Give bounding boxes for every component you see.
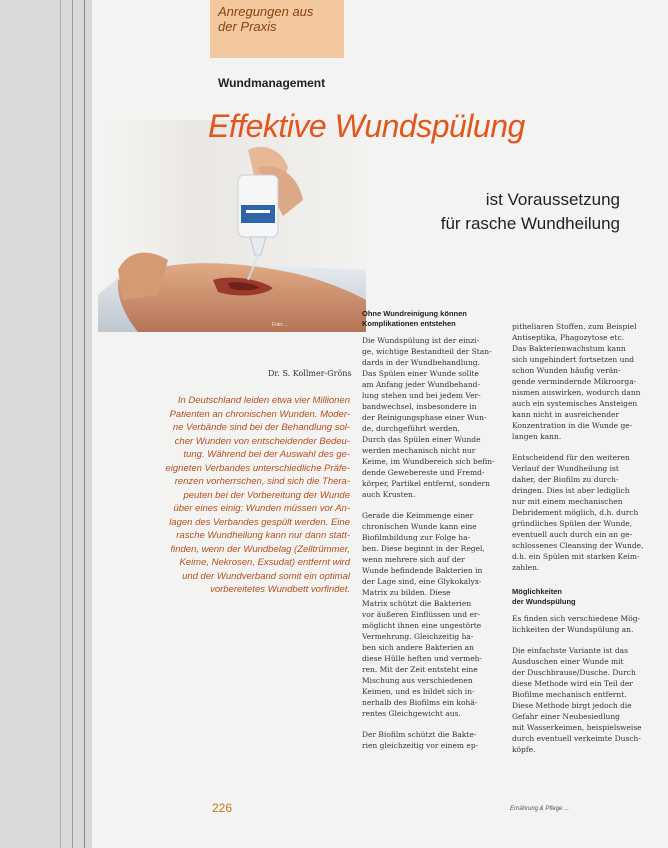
body-line: Keime, im Wundbereich sich befin- (362, 457, 495, 466)
body-line: chronischen Wunde kann eine (362, 522, 477, 531)
body-line: wenn mehrere sich auf der (362, 555, 465, 564)
page-footer: Ernährung & Pflege ... (510, 806, 570, 812)
body-line: rien gleichzeitig vor einem ep- (362, 741, 479, 750)
body-column-1 (362, 309, 500, 751)
body-line: gründliches Spülen der Wunde, (512, 519, 633, 528)
body-line: pitheliaren Stoffen, zum Beispiel (512, 322, 637, 331)
body-line: d.h. ein Spülen mit starken Keim- (512, 552, 640, 561)
lead-line: renzen vorherrschen, sind sich die Thera- (174, 476, 350, 487)
body-line: gende vermindernde Mikroorga- (512, 377, 637, 386)
body-line: de, durchgeführt werden. (362, 424, 460, 433)
lead-line: lagen des Verbandes gespült werden. Eine (169, 516, 350, 528)
body-line: möglicht ihnen eine ungestörte (362, 621, 482, 630)
lead-line: peuten bei der Vorbereitung der Wunde (183, 489, 350, 501)
kicker-line: Anregungen aus (218, 4, 314, 19)
body-line: körper, Partikel entfernt, sondern (362, 479, 490, 488)
body-line: Antiseptika, Phagozytose etc. (512, 333, 625, 342)
body-line: Durch das Spülen einer Wunde (362, 435, 481, 444)
subheading: Möglichkeiten (512, 587, 563, 596)
subheading: Ohne Wundreinigung können (362, 309, 467, 318)
body-line: schlossenes Cleansing der Wunde, (512, 541, 644, 550)
body-line: diese Methode wird ein Teil der (512, 679, 633, 688)
lead-line: finden, wenn der Wundbelag (Zelltrümmer, (170, 543, 350, 555)
body-line: Vermehrung. Gleichzeitig ha- (362, 632, 474, 641)
body-line: lichkeiten der Wundspülung an. (512, 625, 634, 634)
body-line: der Lage sind, eine Glykokalyx- (362, 577, 482, 586)
lead-line: rasche Wundheilung kann nur dann statt- (176, 530, 350, 541)
body-line: Debridement möglich, d.h. durch (512, 508, 639, 517)
body-line: nerhalb des Biofilms ein kohä- (362, 698, 478, 707)
body-line: ben. Diese beginnt in der Regel, (362, 544, 485, 553)
article-title: Effektive Wundspülung (208, 108, 525, 144)
page-edge-line (72, 0, 73, 848)
lead-line: über eines einig: Wunden müssen vor An- (173, 503, 350, 514)
body-line: Verlauf der Wundheilung ist (512, 464, 619, 473)
article-subtitle (380, 188, 620, 236)
subheading: der Wundspülung (512, 597, 576, 606)
body-line: auch Krusten. (362, 490, 416, 499)
body-line: am Anfang jeder Wundbehand- (362, 380, 481, 389)
body-line: Es finden sich verschiedene Mög- (512, 614, 641, 623)
lead-line: Keime, Nekrosen, Exsudat) entfernt wird (179, 557, 350, 568)
body-line: daher, der Biofilm zu durch- (512, 475, 619, 484)
body-line: dende Gewebereste und Fremd- (362, 468, 485, 477)
kicker-line: der Praxis (218, 19, 277, 34)
body-line: ren. Mit der Zeit entsteht eine (362, 665, 478, 674)
subtitle-line: für rasche Wundheilung (440, 214, 620, 233)
page-number: 226 (212, 801, 233, 815)
lead-line: vorbereitetes Wundbett vorfindet. (210, 584, 350, 595)
binding-edge (0, 0, 92, 848)
body-line: Das Spülen einer Wunde sollte (362, 369, 479, 378)
body-line: Gerade die Keimmenge einer (362, 511, 474, 520)
body-line: nur mit einem mechanischen (512, 497, 623, 506)
body-line: ge, wichtige Bestandteil der Stan- (362, 347, 492, 356)
body-line: eventuell auch durch ein an ge- (512, 530, 633, 539)
body-line: Das Bakterienwachstum kann (512, 344, 626, 353)
body-line: der Duschbrause/Dusche. Durch (512, 668, 636, 677)
body-line: köpfe. (512, 745, 536, 754)
body-line: kann nicht in ausreichender (512, 410, 620, 419)
lead-line: tung. Während bei der Auswahl des ge- (183, 449, 350, 460)
body-line: werden mechanisch nicht nur (362, 446, 476, 455)
body-line: Keimen, und es bildet sich in- (362, 687, 475, 696)
body-line: Matrix schützt die Bakterien (362, 599, 472, 608)
body-line: zahlen. (512, 563, 540, 572)
author-byline: Dr. S. Kollmer-Gröns (268, 369, 352, 378)
page-edge-line (84, 0, 85, 848)
body-line: Gefahr einer Neubesiedlung (512, 712, 620, 721)
body-line: auch ein systemisches Ansteigen (512, 399, 638, 408)
body-line: durch eventuell verkeimte Dusch- (512, 734, 641, 743)
body-line: Konzentration in die Wunde ge- (512, 421, 633, 430)
body-line: Der Biofilm schützt die Bakte- (362, 730, 477, 739)
body-line: mit Wasserkeimen, beispielsweise (512, 723, 642, 732)
body-line: Ausduschen einer Wunde mit (512, 657, 624, 666)
lead-line: cher Wunden von entscheidender Bedeu- (174, 435, 350, 447)
body-line: Mischung aus verschiedenen (362, 676, 473, 685)
page-edge-line (60, 0, 61, 848)
body-line: lung stehen und bei jedem Ver- (362, 391, 481, 400)
body-line: diese Hülle heften und vermeh- (362, 654, 483, 663)
body-line: vor äußeren Einflüssen und er- (362, 610, 481, 619)
lead-line: In Deutschland leiden etwa vier Millionen (177, 395, 350, 406)
kicker (218, 4, 313, 34)
body-line: ben sich andere Bakterien an (362, 643, 474, 652)
lead-paragraph (136, 394, 350, 597)
body-line: Matrix zu bilden. Diese (362, 588, 451, 597)
subheading: Komplikationen entstehen (362, 319, 456, 328)
body-line: Die Wundspülung ist der einzi- (362, 336, 480, 345)
body-line: dards in der Wundbehandlung. (362, 358, 480, 367)
photo-credit: Foto: ... (272, 322, 289, 328)
body-line: Diese Methode birgt jedoch die (512, 701, 632, 710)
subtitle-line: ist Voraussetzung (485, 190, 620, 209)
body-line: nismen auswirken, wodurch dann (512, 388, 641, 397)
body-line: Die einfachste Variante ist das (512, 646, 628, 655)
lead-line: Patienten an chronischen Wunden. Moder- (169, 408, 350, 420)
body-line: bandwechsel, insbesondere in (362, 402, 477, 411)
body-line: dringen. Dies ist aber lediglich (512, 486, 630, 495)
body-line: Biofilme mechanisch entfernt. (512, 690, 627, 699)
body-line: Entscheidend für den weiteren (512, 453, 630, 462)
body-line: rentes Gleichgewicht aus. (362, 709, 461, 718)
body-line: Biofilmbildung zur Folge ha- (362, 533, 471, 542)
body-line: Wunde befindende Bakterien in (362, 566, 483, 575)
lead-line: eigneten Verbandes unterschiedliche Präfe- (165, 462, 350, 474)
lead-line: und der Wundverband somit ein optimal (182, 570, 350, 582)
body-line: sich ungehindert fortsetzen und (512, 355, 635, 364)
body-line: langen kann. (512, 432, 562, 441)
wound-irrigation-photo (98, 120, 366, 332)
lead-line: ne Verbände sind bei der Behandlung sol- (172, 422, 350, 433)
body-column-2 (512, 321, 652, 755)
body-line: schon Wunden häufig verän- (512, 366, 621, 375)
section-label: Wundmanagement (218, 76, 326, 90)
body-line: der Reinigungsphase einer Wun- (362, 413, 487, 422)
